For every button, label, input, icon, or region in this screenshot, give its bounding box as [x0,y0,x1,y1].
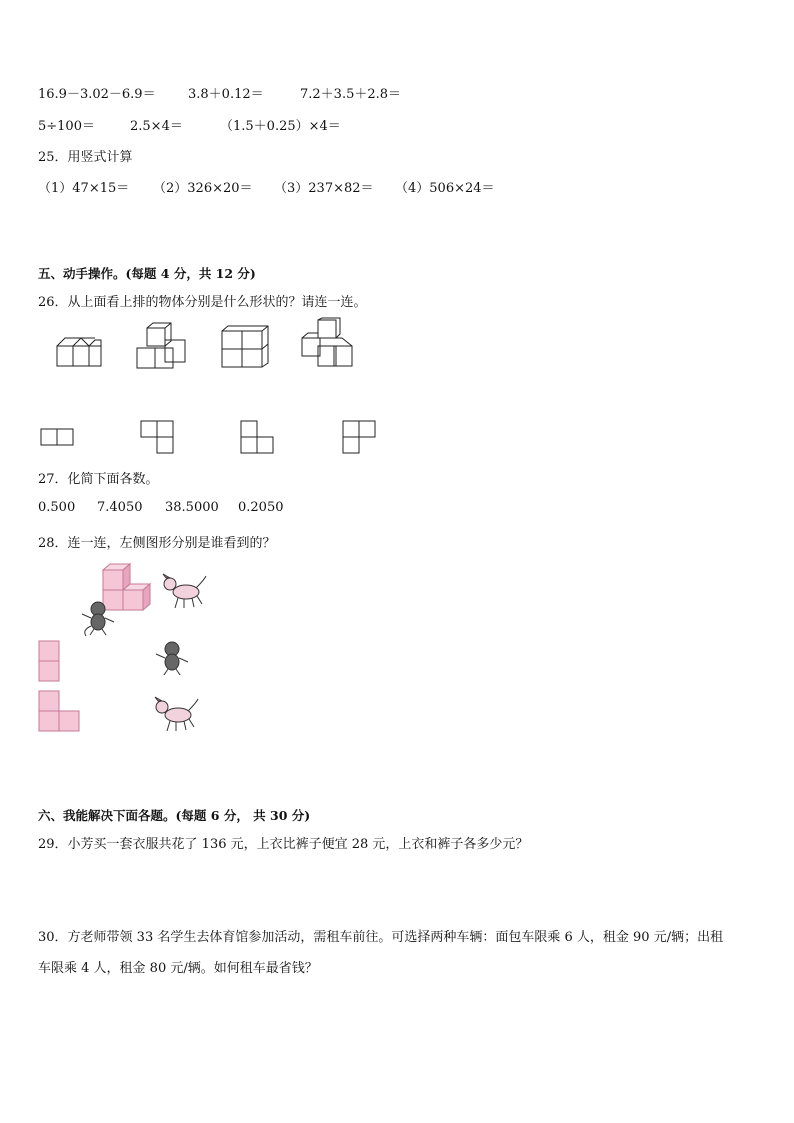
expr-16-9: 16.9－3.02－6.9＝ [38,87,156,102]
number-38-5000: 38.5000 [165,500,219,515]
question-30-line-2: 车限乘 4 人，租金 80 元/辆。如何租车最省钱？ [38,961,318,976]
q25-item-2: （2）326×20＝ [153,181,253,196]
number-0-500: 0.500 [38,500,76,515]
q25-item-4: （4）506×24＝ [395,181,495,196]
expr-5-div-100: 5÷100＝ [38,119,95,134]
expr-7-2: 7.2＋3.5＋2.8＝ [300,87,402,102]
cube-figure-1 [55,330,105,372]
side-view-l-shape [38,690,84,734]
expr-3-8: 3.8＋0.12＝ [188,87,264,102]
question-30-line-1: 30．方老师带领 33 名学生去体育馆参加活动，需租车前往。可选择两种车辆：面包车限乘 6 人，租金 90 元/辆；出租 [38,930,724,945]
expr-2-5x4: 2.5×4＝ [130,119,183,134]
monkey-icon [78,600,118,636]
question-28: 28．连一连，左侧图形分别是谁看到的？ [38,536,276,551]
top-view-shape-1 [40,428,76,446]
cube-figure-2 [135,322,190,372]
top-view-shape-4 [342,420,378,454]
dog-icon-option [152,697,200,733]
q25-item-3: （3）237×82＝ [274,181,374,196]
question-25: 25．用竖式计算 [38,150,133,165]
cube-figure-4 [300,318,358,370]
number-7-4050: 7.4050 [97,500,143,515]
dog-icon [160,574,208,610]
question-26: 26．从上面看上排的物体分别是什么形状的？请连一连。 [38,295,367,310]
question-29: 29．小芳买一套衣服共花了 136 元，上衣比裤子便宜 28 元，上衣和裤子各多少元？ [38,837,529,852]
number-0-2050: 0.2050 [238,500,284,515]
monkey-icon-option [152,640,192,676]
section-6-heading: 六、我能解决下面各题。(每题 6 分， 共 30 分) [38,808,311,823]
top-view-shape-3 [240,420,276,454]
q25-item-1: （1）47×15＝ [38,181,130,196]
top-view-shape-2 [140,420,176,454]
expr-paren: （1.5＋0.25）×4＝ [220,119,341,134]
section-5-heading: 五、动手操作。(每题 4 分，共 12 分) [38,266,256,281]
question-27: 27．化简下面各数。 [38,472,159,487]
cube-figure-3 [220,325,270,371]
side-view-column [38,640,62,684]
